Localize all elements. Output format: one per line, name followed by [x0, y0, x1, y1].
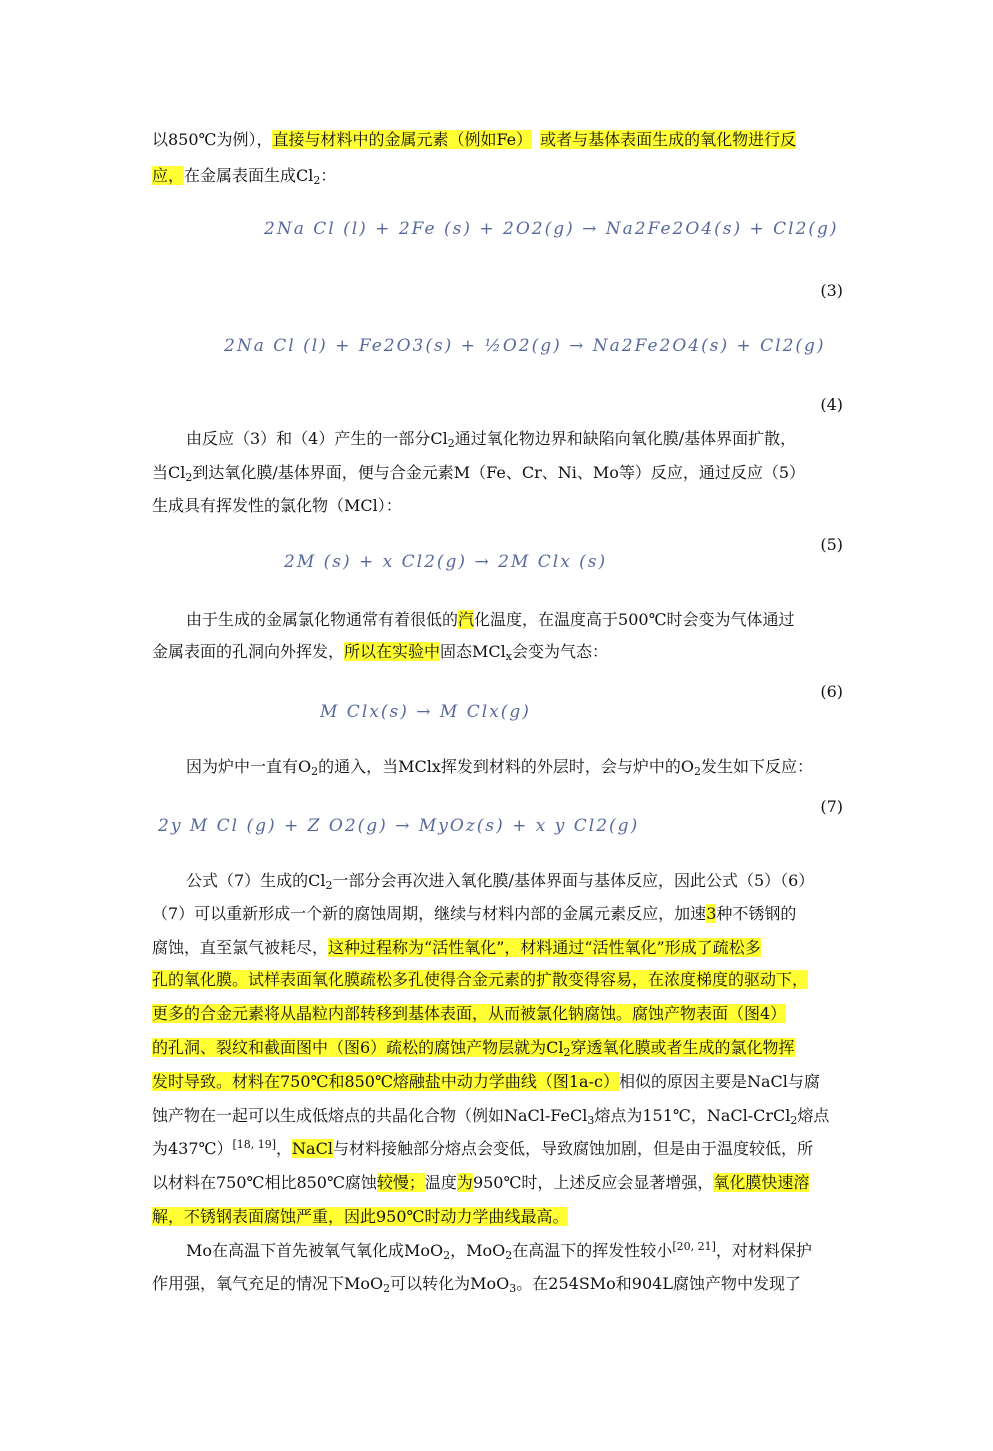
citation: [20, 21]	[672, 1240, 716, 1253]
highlight: 较慢；	[376, 1173, 425, 1192]
p5-line6	[152, 1037, 795, 1059]
p5-line10: 以材料在750℃相比850℃腐蚀较慢；温度为950℃时，上述反应会显著增强，氧化膜快速溶	[152, 1173, 810, 1192]
highlight: 汽	[458, 610, 475, 629]
highlight: 为	[456, 1173, 473, 1192]
equation-4: 2Na Cl (l) + Fe2O3(s) + ½O2(g) → Na2Fe2O4(s) + Cl2(g)	[224, 336, 826, 356]
equation-3-number: (3)	[820, 281, 843, 300]
p2-line3: 生成具有挥发性的氯化物（MCl）：	[152, 496, 402, 515]
highlight: 的孔洞、裂纹和截面图中（图6）疏松的腐蚀产物层就为$Cl_2$穿透氧化膜或者生成的氯化物挥	[152, 1038, 795, 1059]
equation-5: 2M (s) + x Cl2(g) → 2M Clx (s)	[284, 552, 608, 572]
highlight: 解，不锈钢表面腐蚀严重，因此950℃时动力学曲线最高。	[152, 1207, 569, 1226]
p2-line2: 当$Cl_2$到达氧化膜/基体界面，便与合金元素M（Fe、Cr、Ni、Mo等）反应，通过反应（5）	[152, 463, 806, 484]
p2-line1: 由反应（3）和（4）产生的一部分$Cl_2$通过氧化物边界和缺陷向氧化膜/基体界面扩散，	[186, 429, 797, 450]
equation-7-number: (7)	[820, 797, 843, 816]
p5-line4	[152, 969, 808, 991]
highlight: 应，	[152, 166, 185, 185]
highlight: 更多的合金元素将从晶粒内部转移到基体表面，从而被氯化钠腐蚀。腐蚀产物表面（图4）	[152, 1004, 787, 1023]
highlight: NaCl	[292, 1139, 333, 1158]
highlight: 直接与材料中的金属元素（例如Fe）	[272, 130, 533, 149]
p1-line2: 应，在金属表面生成$Cl_2$：	[152, 166, 337, 187]
equation-5-number: (5)	[820, 535, 843, 554]
p3-line2: 金属表面的孔洞向外挥发，所以在实验中固态MCl$_x$会变为气态：	[152, 642, 609, 663]
equation-6: M Clx(s) → M Clx(g)	[320, 702, 531, 722]
highlight: 所以在实验中	[344, 642, 441, 661]
citation: [18, 19]	[232, 1138, 277, 1151]
p4-line1: 因为炉中一直有$O_2$的通入，当MClx挥发到材料的外层时，会与炉中的$O_2$发生如下反应：	[186, 757, 814, 778]
p6-line1: Mo在高温下首先被氧气氧化成MoO$_2$，MoO$_2$在高温下的挥发性较小[20, 21]，对材料保护	[186, 1240, 812, 1262]
highlight: 孔的氧化膜。试样表面氧化膜疏松多孔使得合金元素的扩散变得容易，在浓度梯度的驱动下，	[152, 970, 809, 989]
p5-line2: （7）可以重新形成一个新的腐蚀周期，继续与材料内部的金属元素反应，加速3种不锈钢的	[152, 904, 797, 923]
highlight: 或者与基体表面生成的氧化物进行反	[540, 130, 797, 149]
p3-line1: 由于生成的金属氯化物通常有着很低的汽化温度，在温度高于500℃时会变为气体通过	[186, 610, 795, 629]
p5-line8: 蚀产物在一起可以生成低熔点的共晶化合物（例如NaCl-FeCl$_3$熔点为151℃，NaCl-CrCl$_2$熔点	[152, 1106, 830, 1127]
highlight: 3	[706, 904, 717, 923]
p5-line9: 为437℃）[18, 19]，NaCl与材料接触部分熔点会变低，导致腐蚀加剧，但是由于温度较低，所	[152, 1138, 813, 1158]
highlight: 氧化膜快速溶	[713, 1173, 810, 1192]
p5-line3: 腐蚀，直至氯气被耗尽，这种过程称为“活性氧化”，材料通过“活性氧化”形成了疏松多	[152, 938, 761, 957]
highlight: 这种过程称为“活性氧化”，材料通过“活性氧化”形成了疏松多	[328, 938, 761, 957]
p1-line1: 以850℃为例），直接与材料中的金属元素（例如Fe） 或者与基体表面生成的氧化物进行反	[152, 130, 797, 149]
highlight: 发时导致。材料在750℃和850℃熔融盐中动力学曲线（图1a-c）	[152, 1072, 619, 1091]
p5-line5	[152, 1003, 786, 1025]
p6-line2: 作用强，氧气充足的情况下MoO$_2$可以转化为MoO$_3$。在254SMo和904L腐蚀产物中发现了	[152, 1274, 801, 1295]
equation-7: 2y M Cl (g) + Z O2(g) → MyOz(s) + x y Cl2(g)	[158, 816, 640, 836]
p5-line1: 公式（7）生成的$Cl_2$一部分会再次进入氧化膜/基体界面与基体反应，因此公式（5）（6）	[186, 871, 815, 892]
equation-6-number: (6)	[820, 682, 843, 701]
equation-4-number: (4)	[820, 395, 843, 414]
equation-3: 2Na Cl (l) + 2Fe (s) + 2O2(g) → Na2Fe2O4(s) + Cl2(g)	[264, 219, 839, 239]
p5-line7: 发时导致。材料在750℃和850℃熔融盐中动力学曲线（图1a-c）相似的原因主要是NaCl与腐	[152, 1072, 820, 1091]
p5-line11	[152, 1206, 568, 1228]
